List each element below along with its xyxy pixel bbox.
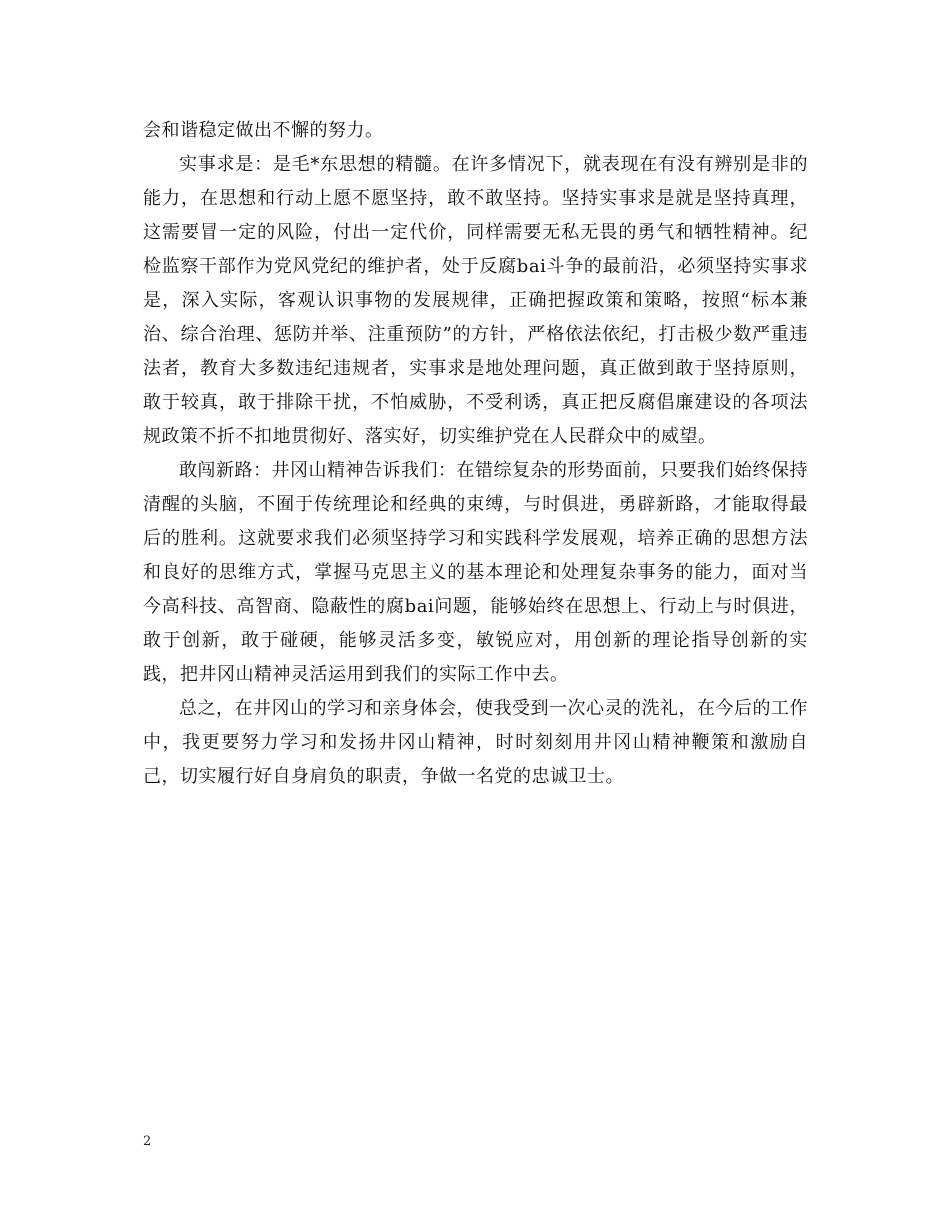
page-number: 2 bbox=[143, 1134, 152, 1149]
body-text bbox=[143, 114, 808, 794]
paragraph-seek-truth: 实事求是：是毛*东思想的精髓。在许多情况下，就表现在有没有辨别是非的能力，在思想和行动上愿不愿坚持，敢不敢坚持。坚持实事求是就是坚持真理，这需要冒一定的风险，付出一定代价，同样需要无私无畏的勇气和牺牲精神。纪检监察干部作为党风党纪的维护者，处于反腐bai斗争的最前沿，必须坚持实事求是，深入实际，客观认识事物的发展规律，正确把握政策和策略，按照“标本兼治、综合治理、惩防并举、注重预防”的方针，严格依法依纪，打击极少数严重违法者，教育大多数违纪违规者，实事求是地处理问题，真正做到敢于坚持原则，敢于较真，敢于排除干扰，不怕威胁，不受利诱，真正把反腐倡廉建设的各项法规政策不折不扣地贯彻好、落实好，切实维护党在人民群众中的威望。 bbox=[143, 154, 808, 447]
paragraph-conclusion: 总之，在井冈山的学习和亲身体会，使我受到一次心灵的洗礼，在今后的工作中，我更要努力学习和发扬井冈山精神，时时刻刻用井冈山精神鞭策和激励自己，切实履行好自身肩负的职责，争做一名党的忠诚卫士。 bbox=[143, 698, 808, 787]
paragraph-new-path: 敢闯新路：井冈山精神告诉我们：在错综复杂的形势面前，只要我们始终保持清醒的头脑，不囿于传统理论和经典的束缚，与时俱进，勇辟新路，才能取得最后的胜利。这就要求我们必须坚持学习和实践科学发展观，培养正确的思想方法和良好的思维方式，掌握马克思主义的基本理论和处理复杂事务的能力，面对当今高科技、高智商、隐蔽性的腐bai问题，能够始终在思想上、行动上与时俱进，敢于创新，敢于碰硬，能够灵活多变，敏锐应对，用创新的理论指导创新的实践，把井冈山精神灵活运用到我们的实际工作中去。 bbox=[143, 460, 808, 685]
paragraph-continuation: 会和谐稳定做出不懈的努力。 bbox=[143, 120, 384, 141]
